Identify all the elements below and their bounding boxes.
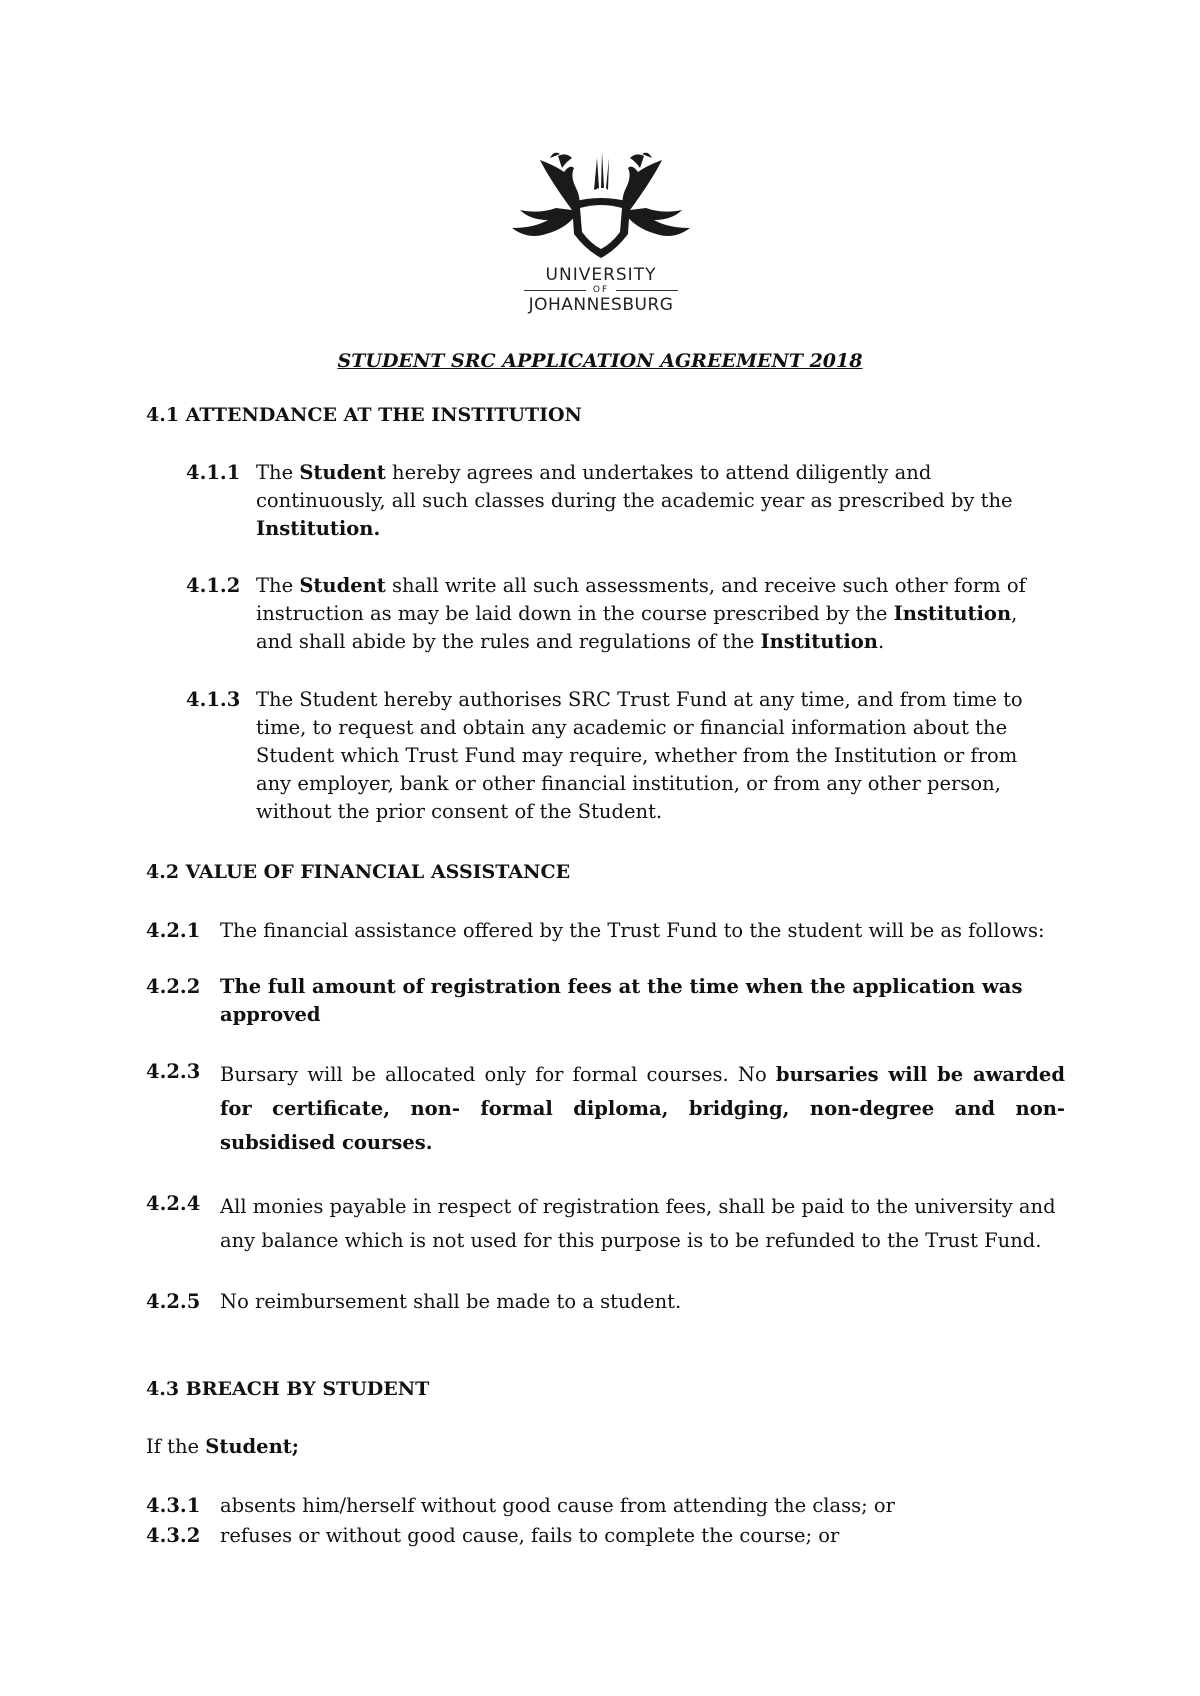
logo-text-university: UNIVERSITY bbox=[545, 265, 657, 285]
section-heading-4-3: 4.3 BREACH BY STUDENT bbox=[146, 1378, 430, 1400]
clause-4-2-4: All monies payable in respect of registration fees, shall be paid to the university and any balance which is not used for this purpose is to be refunded to the Trust Fund. bbox=[220, 1195, 1056, 1252]
clause-number: 4.2.5 bbox=[146, 1290, 201, 1313]
clause-4-2-3: Bursary will be allocated only for formal courses. No bursaries will be awarded for certificate, non- formal diploma, bridging, non-degree and non-subsidised courses. bbox=[220, 1063, 1065, 1154]
clause-4-1-3: The Student hereby authorises SRC Trust Fund at any time, and from time to time, to request and obtain any academic or financial information about the Student which Trust Fund may require, whether from the Institution or from any employer, bank or other financial institution, or from any other person, without the prior consent of the Student. bbox=[256, 688, 1023, 823]
clause-number: 4.1.3 bbox=[186, 688, 241, 711]
clause-number: 4.1.2 bbox=[186, 574, 241, 597]
university-crest-icon bbox=[510, 150, 692, 265]
clause-number: 4.2.4 bbox=[146, 1192, 201, 1215]
clause-4-2-5: No reimbursement shall be made to a student. bbox=[220, 1290, 682, 1313]
clause-number: 4.2.2 bbox=[146, 975, 201, 998]
clause-number: 4.3.2 bbox=[146, 1524, 201, 1547]
clause-4-3-1: absents him/herself without good cause from attending the class; or bbox=[220, 1494, 895, 1517]
section-heading-4-2: 4.2 VALUE OF FINANCIAL ASSISTANCE bbox=[146, 861, 571, 883]
breach-intro: If the Student; bbox=[146, 1435, 299, 1458]
logo-text-johannesburg: JOHANNESBURG bbox=[528, 295, 674, 315]
clause-4-3-2: refuses or without good cause, fails to complete the course; or bbox=[220, 1524, 840, 1547]
clause-4-2-2: The full amount of registration fees at the time when the application was approved bbox=[220, 975, 1023, 1026]
document-title: STUDENT SRC APPLICATION AGREEMENT 2018 bbox=[337, 350, 863, 372]
university-logo bbox=[510, 150, 692, 320]
clause-4-1-1: The Student hereby agrees and undertakes to attend diligently and continuously, all such classes during the academic year as prescribed by the Institution. bbox=[256, 461, 1013, 540]
clause-number: 4.2.1 bbox=[146, 919, 201, 942]
logo-text-of: OF bbox=[510, 285, 692, 295]
clause-4-2-1: The financial assistance offered by the Trust Fund to the student will be as follows: bbox=[220, 919, 1045, 942]
clause-4-1-2: The Student shall write all such assessments, and receive such other form of instruction as may be laid down in the course prescribed by the Institution, and shall abide by the rules and regulations of the Institution. bbox=[256, 574, 1026, 653]
clause-number: 4.2.3 bbox=[146, 1060, 201, 1083]
section-heading-4-1: 4.1 ATTENDANCE AT THE INSTITUTION bbox=[146, 404, 582, 426]
clause-number: 4.3.1 bbox=[146, 1494, 201, 1517]
clause-number: 4.1.1 bbox=[186, 461, 241, 484]
